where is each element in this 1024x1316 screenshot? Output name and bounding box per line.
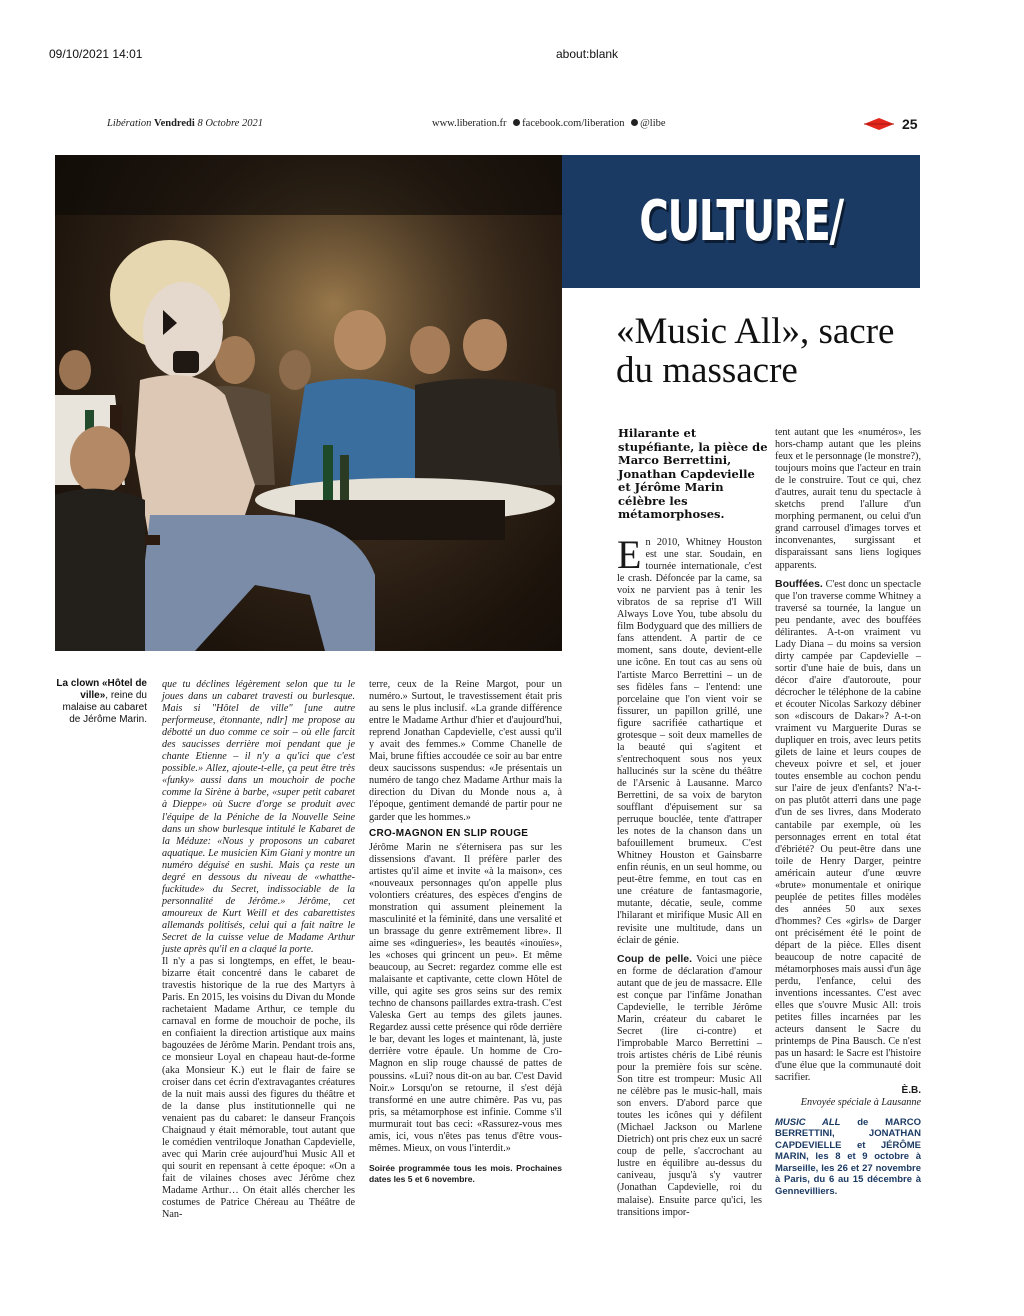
article-paragraph <box>617 953 762 1219</box>
website-link[interactable]: www.liberation.fr <box>432 118 507 129</box>
caption-bold: La clown «Hôtel de ville» <box>56 678 147 701</box>
show-info-box <box>775 1117 921 1198</box>
article-paragraph <box>775 578 921 1085</box>
author-byline: Envoyée spéciale à Lausanne <box>800 1096 921 1108</box>
article-photo <box>55 155 562 651</box>
sidebar-paragraph: terre, ceux de la Reine Margot, pour un numéro.» Surtout, le travestissement était pris au sens le plus inclusif. «La grande différence entre le Madame Arthur d'hier et d'aujourd'hui, reprend Jonathan Capdevielle, c'est aussi qu'il y avait des femmes.» Comme Chanelle de Mai, brune fifties accoudée ce soir au bar entre deux saucissons suspendus: «Je présentais un numéro de tango chez Madame Arthur mais la direction du Divan du Monde nous a, à l'époque, gentiment demandé de partir pour ne garder que les hommes.» <box>369 679 562 823</box>
article-paragraph: tent autant que les «numéros», les hors-champ autant que les pleins feux et le personnage (le monstre?), toujours moins que l'acteur en train de le construire. Tout ce qui, chez d'autres, aurait tenu du spectacle à sketchs prend l'allure d'un morphing permanent, ou celui d'un grand carrousel d'images torves et inconvenantes, surgissant et disparaissant sans liens logiques apparents. <box>775 427 921 571</box>
show-details: de MARCO BERRETTINI, JONATHAN CAPDEVIELLE et JÉRÔME MARIN, les 8 et 9 octobre à Marseille, les 26 et 27 novembre à Paris, du 6 au 15 décembre à Gennevilliers. <box>775 1116 921 1197</box>
sidebar-subhead: CRO-MAGNON EN SLIP ROUGE <box>369 827 529 839</box>
liberation-logo-icon <box>864 118 894 130</box>
page-number: 25 <box>902 116 918 132</box>
article-column-2 <box>775 427 921 1197</box>
show-title: MUSIC ALL <box>775 1116 841 1128</box>
caption-text: , reine du malaise au cabaret de Jérôme Marin. <box>62 690 147 725</box>
paper-name: Libération <box>107 118 152 129</box>
author-initials: È.B. <box>901 1084 921 1096</box>
masthead-left <box>107 118 263 129</box>
facebook-icon <box>513 119 520 126</box>
section-title: CULTURE/ <box>639 189 843 254</box>
twitter-icon <box>631 119 638 126</box>
sidebar-paragraph: Il n'y a pas si longtemps, en effet, le beau-bizarre était concentré dans le cabaret de travestis historique de la rue des Martyrs à Paris. En 2015, les voisins du Divan du Monde rachetaient Madame Arthur, ce temple du carnaval en forme de mouchoir de poche, ils en confiaient la direction artistique aux mains bagouzées de Jérôme Marin. Pendant trois ans, ce monsieur Loyal en chapeau haut-de-forme (aka Monsieur K.) eut le flair de faire se croiser dans cet écrin d'extravagantes créatures de la nuit mais aussi des figures du théâtre et de la danse plus institutionnelle qui ne venaient pas du cabaret: le danseur François Chaignaud y était mémorable, tout autant que le comédien ventriloque Jonathan Capdevielle, avec qui Marin crée aujourd'hui Music All et qui sourit en repensant à cette époque: «On a fait de vilaines choses avec Jérôme chez Madame Arthur… On était allés chercher les costumes de Patrice Chéreau au Théâtre de Nan- <box>162 956 355 1221</box>
sidebar-column-2 <box>369 679 562 1185</box>
schedule-note: Soirée programmée tous les mois. Prochaines dates les 5 et 6 novembre. <box>369 1162 562 1184</box>
sidebar-paragraph: que tu déclines légèrement selon que tu le joues dans un cabaret travesti ou burlesque. Mais si "Hôtel de ville" [une autre performeuse, étonnante, ndlr] me propose au débotté un duo comme ce soir – où elle farcit des saucisses derrière moi pendant que je chante Etienne – il n'y a qu'ici que c'est possible.» Allez, ajoute-t-elle, ça peut être très «funky» aussi dans un mouchoir de poche comme la Sirène à barbe, «super petit cabaret à Dieppe» où Sucre d'orge se produit avec l'équipe de la Péniche de la Nouvelle Seine dans un show burlesque intitulé le Kabaret de la Méduze: «Nous y proposons un cabaret aquatique. Le musicien Kim Giani y montre un numéro déguisé en sushi. Mais ça reste un degré en dessous du niveau de «whatthe-fuckitude» du Secret, indissociable de la personnalité de Jérôme.» Jérôme, cet amoureux de Kurt Weill et des cabarettistes allemands politisés, celui qui a fait naître le Secret de la cuisse velue de Madame Arthur juste après qu'il en a claqué la porte. <box>162 679 355 956</box>
article-paragraph: n 2010, Whitney Houston est une star. Soudain, en tournée internationale, c'est le crash. Défoncée par la came, sa voix ne parvient pas à tenir les vibratos de sa reprise d'I Will Always Love You, tube absolu du film Bodyguard que des milliers de fans attendent. A partir de ce moment, sans doute, devient-elle une icône. En tout cas au sens où l'artiste Marco Berrettini – un de ses fidèles fans – l'entend: une porcelaine que l'on vient voir se fissurer, un papillon grillé, une figure sacrifiée cathartique et grotesque – soit deux mamelles de la beauté qui s'agitent et s'entrechoquent sous nos yeux hallucinés sur la scène du théâtre de l'Arsenic à Lausanne. Marco Berrettini, de sa voix de baryton soufflant d'épuisement sur sa perruque bouclée, tente d'attraper les notes de la chanson dans un bafouillement brumeux. C'est Whitney Houston et Gainsbarre enfin réunis, en un seul homme, ou peut-être femme, en tout cas en une créature de fantasmagorie, mutante, décatie, seule, comme l'hilarant et mirifique Music All en revisite une multitude, dans un éclair de génie. <box>617 537 762 946</box>
article-inhead: Coup de pelle. <box>617 952 693 965</box>
facebook-link[interactable]: facebook.com/liberation <box>522 118 625 129</box>
article-inhead: Bouffées. <box>775 577 823 590</box>
twitter-link[interactable]: @libe <box>640 118 666 129</box>
standfirst: Hilarante et stupéfiante, la pièce de Marco Berrettini, Jonathan Capdevielle et Jérôme Marin célèbre les métamorphoses. <box>618 426 768 521</box>
print-url: about:blank <box>556 47 619 61</box>
masthead-day: Vendredi <box>153 118 195 129</box>
article-text: C'est donc un spectacle que l'on traverse comme Whitney a traversé sa tournée, la langue un peu pendante, avec des bouffées délirantes. A-t-on vraiment vu Lady Diana – du moins sa version dirty campée par Capdevielle – sortir d'une haie de buis, dans un décor d'aire d'autoroute, pour décrocher le téléphone de la cabine et écouter Nicolas Sarkozy débiner son «discours de Dakar»? A-t-on vraiment vu Marguerite Duras se dupliquer en trois, avec leurs petits gilets de laine et leurs coupes de cheveux poivre et sel, et jouer toutes ensemble au cochon pendu sur l'aire de jeux d'enfants? N'a-t-on pas plutôt atterri dans une page d'un de ses livres, dans Moderato cantabile par exemple, où les personnages errent en total état d'ébriété? Ou peut-être dans une toile de Henry Darger, peintre américain auteur d'une œuvre «brute» monumentale et onirique peuplée de petites filles modèles des années 50 aux sexes d'hommes? Ces «girls» de Darger ont précisément été le point de départ de la pièce. Elles disent beaucoup de notre capacité de métamorphoses mais aussi d'un âge perdu, l'enfance, celui des inventions incessantes. C'est avec elles que s'ouvre Music All: trois petites filles incarnées par les acteurs dansent le Sacre du printemps de Pina Bausch. Ce n'est pas un hasard: le Sacre est l'histoire d'une élue que la communauté doit sacrifier. <box>775 578 922 1084</box>
photo-caption <box>55 678 147 726</box>
article-column-1 <box>617 532 762 1219</box>
masthead-date: 8 Octobre 2021 <box>197 118 263 129</box>
sidebar-column-1 <box>162 679 355 1221</box>
masthead-links <box>432 118 666 129</box>
drop-cap: E <box>617 532 642 577</box>
headline: «Music All», sacre du massacre <box>616 311 895 391</box>
section-banner <box>562 155 920 288</box>
sidebar-paragraph: Jérôme Marin ne s'éternisera pas sur les dissensions d'avant. Il préfère parler des artistes qu'il aime et invite «à la maison», ces «nouveaux personnages qu'on appelle plus volontiers créatures, des espèces d'engins de monstration qui assument pleinement la masculinité et la féminité, dans une versalité et un brassage du genre extrêmement libre». Il aime ses «dingueries», les beautés «inouïes», les «choses qui grincent un peu». Et même beaucoup, au Secret: regardez comme elle est malaisante et captivante, cette clown Hôtel de ville, qui agite ses gros seins sur des remix techno de chansons paillardes extra-trash. C'est Valeska Gert au temps des gilets jaunes. Regardez aussi cette présence qui rôde derrière le bar, devant les loges et maintenant, là, juste derrière votre épaule. Un homme de Cro-Magnon en slip rouge chaussé de pattes de poussins. «Lui? nous dit-on au bar. C'est David Noir.» Lorsqu'on se retourne, il s'est déjà transformé en une autre chimère. Pas vu, pas pris, sa métamorphose est infinie. Comme s'il murmurait tout bas ceci: «Rassurez-vous mes amis, ici, vous n'êtes pas tenus d'être vous-mêmes. Mieux, on vous l'interdit.» <box>369 841 562 1154</box>
print-datetime: 09/10/2021 14:01 <box>49 47 143 61</box>
cabaret-photo-illustration <box>55 155 562 651</box>
article-text: Voici une pièce en forme de déclaration d'amour autant que de jeu de massacre. Elle est conçue par l'infâme Jonathan Capdevielle, le terrible Jérôme Marin, créateur du cabaret le Secret (lire ci-contre) et l'improbable Marco Berrettini – trois artistes chéris de Libé réunis pour la première fois sur scène. Son titre est trompeur: Music All ne célèbre pas le music-hall, mais son envers. D'abord parce que toutes les icônes qui y défilent (Michael Jackson ou Marlene Dietrich) ont pris chez eux un sacré coup de pelle, s'accrochant au lustre en équilibre au-dessus du caniveau, jusqu'à s'y vautrer (Jonathan Capdevielle, roi du malaise). Ensuite parce qu'ici, les transitions impor- <box>617 953 762 1218</box>
